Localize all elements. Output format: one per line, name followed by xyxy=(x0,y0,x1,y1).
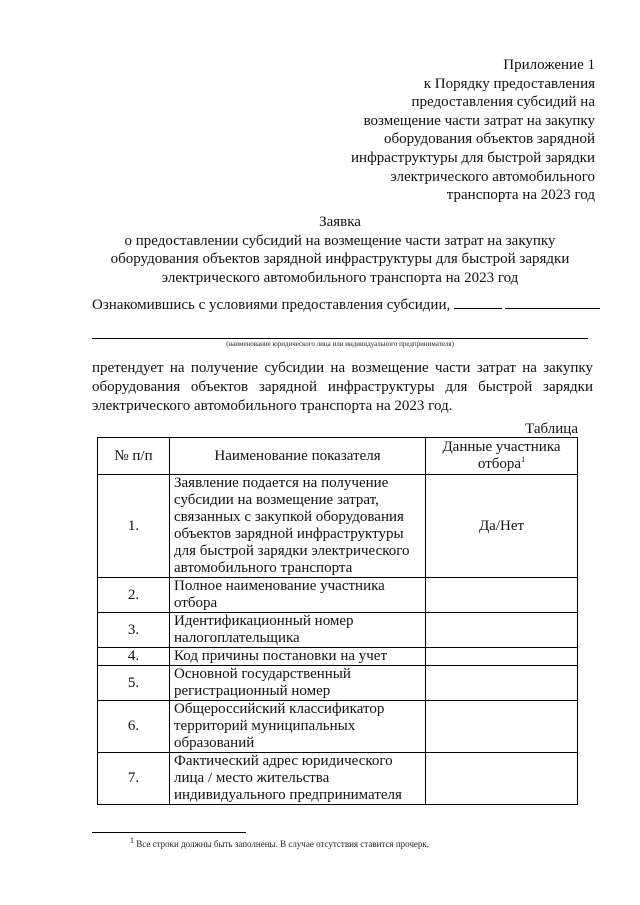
table-row xyxy=(98,578,578,613)
intro-text: Ознакомившись с условиями предоставления субсидии, xyxy=(92,297,451,313)
title-line: оборудования объектов зарядной инфраструктуры для быстрой зарядки xyxy=(110,251,570,268)
fill-blank-short[interactable] xyxy=(454,308,502,309)
appendix-line: возмещение части затрат на закупку xyxy=(363,112,595,129)
row-name: Основной государственный регистрационный номер xyxy=(170,666,426,701)
row-value[interactable] xyxy=(426,648,578,666)
row-value[interactable] xyxy=(426,613,578,648)
appendix-line: к Порядку предоставления xyxy=(423,75,595,92)
row-num: 6. xyxy=(98,701,170,753)
applicant-name-line[interactable] xyxy=(92,338,588,339)
title-heading: Заявка xyxy=(319,214,361,230)
row-num: 3. xyxy=(98,613,170,648)
row-name: Идентификационный номер налогоплательщика xyxy=(170,613,426,648)
row-name: Фактический адрес юридического лица / место жительства индивидуального предпринимателя xyxy=(170,753,426,805)
body-paragraph: претендует на получение субсидии на возмещение части затрат на закупку оборудования объектов зарядной инфраструктуры для быстрой зарядки электрического автомобильного транспорта на 2023 год. xyxy=(92,360,593,414)
appendix-line: электрического автомобильного xyxy=(390,168,595,185)
table-row xyxy=(98,475,578,578)
table-row xyxy=(98,648,578,666)
appendix-line: инфраструктуры для быстрой зарядки xyxy=(351,149,595,166)
table-label: Таблица xyxy=(525,421,578,437)
row-name: Заявление подается на получение субсидии на возмещение затрат, связанных с закупкой оборудования объектов зарядной инфраструктуры для быстрой зарядки электрического автомобильного транспорта xyxy=(170,475,426,578)
row-num: 1. xyxy=(98,475,170,578)
document-title xyxy=(100,213,580,287)
table-row xyxy=(98,613,578,648)
row-value[interactable] xyxy=(426,666,578,701)
footnote xyxy=(130,836,430,849)
table-header-row xyxy=(98,438,578,475)
table-row xyxy=(98,701,578,753)
title-line: о предоставлении субсидий на возмещение части затрат на закупку xyxy=(124,232,556,249)
row-num: 7. xyxy=(98,753,170,805)
header-data-text: Данные участника отбора xyxy=(442,439,561,472)
row-value[interactable] xyxy=(426,701,578,753)
appendix-line: предоставления субсидий на xyxy=(411,94,595,111)
footnote-text: Все строки должны быть заполнены. В случае отсутствия ставится прочерк. xyxy=(136,839,430,849)
row-name: Общероссийский классификатор территорий муниципальных образований xyxy=(170,701,426,753)
fill-blank-long[interactable] xyxy=(505,308,600,309)
intro-line xyxy=(92,297,600,314)
row-num: 4. xyxy=(98,648,170,666)
applicant-name-hint: (наименование юридического лица или индивидуального предпринимателя) xyxy=(226,340,454,348)
appendix-line: оборудования объектов зарядной xyxy=(384,131,595,148)
footnote-ref: 1 xyxy=(521,455,526,464)
header-num: № п/п xyxy=(98,438,170,475)
indicators-table xyxy=(97,437,578,805)
header-data xyxy=(426,438,578,475)
appendix-line: Приложение 1 xyxy=(503,57,595,73)
footnote-mark: 1 xyxy=(130,836,134,845)
row-value[interactable]: Да/Нет xyxy=(426,475,578,578)
title-line: электрического автомобильного транспорта на 2023 год xyxy=(161,269,519,286)
table-row xyxy=(98,753,578,805)
row-name: Полное наименование участника отбора xyxy=(170,578,426,613)
row-name: Код причины постановки на учет xyxy=(170,648,426,666)
row-value[interactable] xyxy=(426,753,578,805)
appendix-line: транспорта на 2023 год xyxy=(446,187,595,204)
row-value[interactable] xyxy=(426,578,578,613)
appendix-block xyxy=(295,56,595,205)
header-name: Наименование показателя xyxy=(170,438,426,475)
footnote-separator xyxy=(92,832,246,833)
table-row xyxy=(98,666,578,701)
row-num: 5. xyxy=(98,666,170,701)
row-num: 2. xyxy=(98,578,170,613)
